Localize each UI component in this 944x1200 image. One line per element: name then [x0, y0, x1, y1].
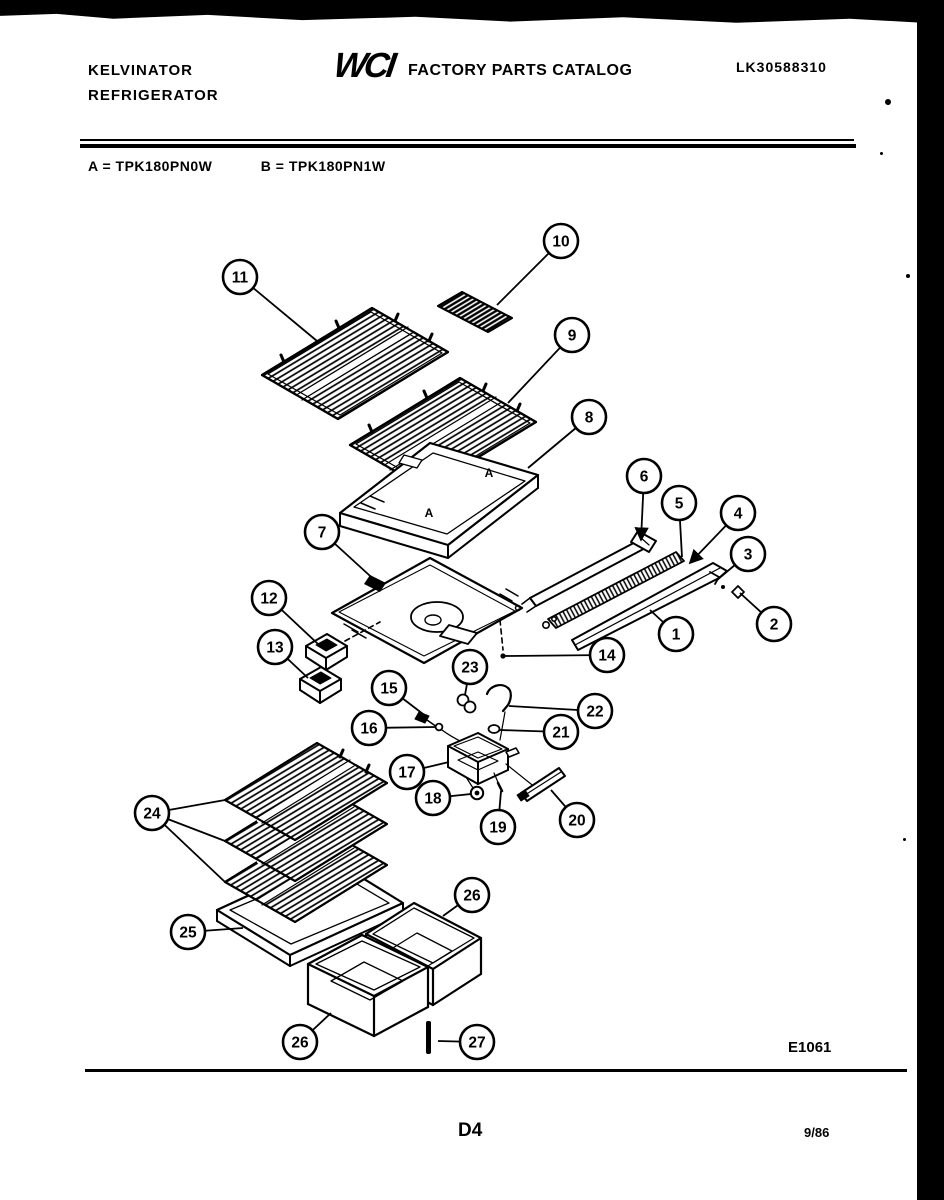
callout-number: 24: [143, 805, 161, 823]
callout-number: 23: [461, 659, 479, 677]
callout-23: [453, 650, 487, 695]
callout-27: [438, 1025, 494, 1059]
callout-number: 12: [260, 590, 278, 608]
callout-26: [443, 878, 489, 916]
callout-number: 21: [552, 724, 570, 742]
part-control-box: [448, 733, 536, 788]
callout-number: 27: [468, 1034, 486, 1052]
callout-10: [497, 224, 578, 305]
part-clip-small: [415, 712, 437, 727]
callout-number: 6: [639, 468, 649, 486]
callout-14: [505, 638, 624, 672]
part-vent-grille: [438, 292, 512, 332]
part-support-bracket-lower: [300, 667, 341, 703]
callout-number: 22: [586, 703, 604, 721]
callout-2: [740, 593, 791, 641]
page-number: D4: [458, 1120, 483, 1141]
part-screw-small: [436, 724, 462, 742]
brand-line-2: REFRIGERATOR: [88, 87, 219, 104]
callout-number: 14: [598, 647, 616, 665]
catalog-number: LK30588310: [736, 59, 827, 75]
part-letter-label: A: [424, 506, 434, 520]
callout-number: 10: [552, 233, 570, 251]
callout-number: 8: [584, 409, 594, 427]
callout-20: [551, 790, 594, 837]
callout-number: 16: [360, 720, 378, 738]
callout-7: [305, 515, 380, 585]
footer-rule: [85, 1069, 907, 1072]
callout-number: 3: [743, 546, 753, 564]
part-shelf-tray: [340, 443, 538, 558]
callout-3: [717, 537, 765, 580]
callout-number: 7: [317, 524, 327, 542]
callout-number: 4: [733, 505, 743, 523]
callout-number: 15: [380, 680, 398, 698]
part-rivet: [489, 725, 500, 733]
callout-number: 18: [424, 790, 442, 808]
callout-number: 11: [231, 269, 249, 287]
callout-15: [372, 671, 423, 714]
callout-5: [662, 486, 696, 557]
callout-number: 26: [463, 887, 481, 905]
callout-24: [135, 796, 225, 882]
callout-18: [416, 781, 471, 815]
callout-number: 19: [489, 819, 507, 837]
callout-number: 25: [179, 924, 197, 942]
callout-21: [500, 715, 578, 749]
callout-number: 26: [291, 1034, 309, 1052]
part-crisper-cover: [332, 558, 522, 663]
callout-1: [650, 610, 693, 651]
callout-number: 20: [568, 812, 586, 830]
wci-logo: WCI: [331, 46, 396, 85]
callout-11: [223, 260, 317, 341]
callout-19: [481, 791, 515, 844]
callout-number: 1: [671, 626, 681, 644]
part-letter-label: A: [484, 466, 494, 480]
part-trim-bar: [517, 768, 565, 801]
part-grommet-double: [458, 695, 476, 713]
callout-6: [627, 459, 661, 540]
callout-number: 13: [266, 639, 284, 657]
callout-number: 2: [769, 616, 779, 634]
model-b: B = TPK180PN1W: [260, 158, 386, 174]
model-a: A = TPK180PN0W: [88, 158, 213, 174]
callout-number: 9: [567, 327, 577, 345]
part-drawer-pin: [426, 1021, 431, 1054]
callout-8: [528, 400, 606, 468]
figure-code: E1061: [788, 1039, 832, 1056]
revision-date: 9/86: [804, 1125, 830, 1140]
catalog-title: FACTORY PARTS CATALOG: [408, 62, 633, 79]
brand-line-1: KELVINATOR: [88, 62, 194, 79]
callout-9: [508, 318, 589, 403]
callout-number: 5: [674, 495, 684, 513]
callout-13: [258, 630, 308, 678]
callout-number: 17: [398, 764, 416, 782]
callout-26: [283, 1013, 331, 1059]
